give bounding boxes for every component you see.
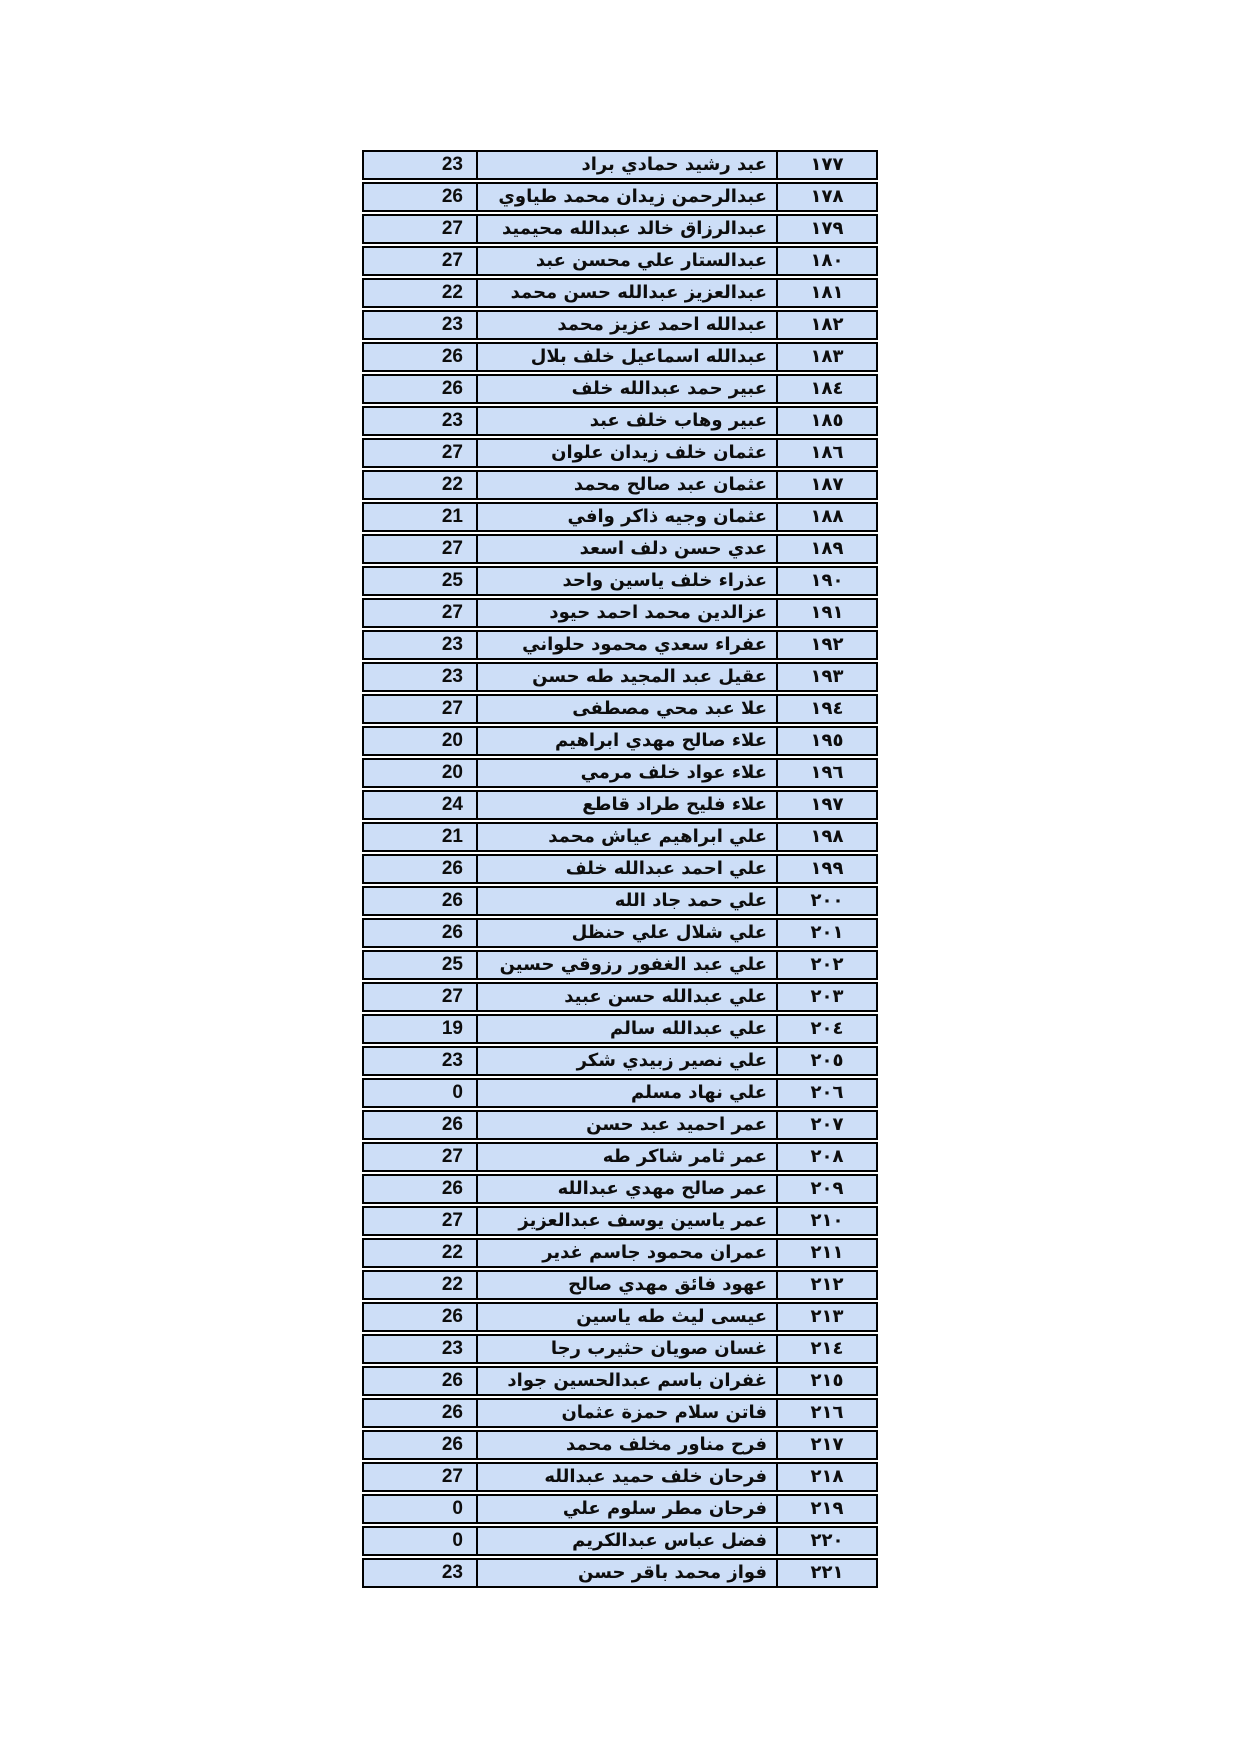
name-cell: عقيل عبد المجيد طه حسن	[476, 662, 778, 692]
table-row	[362, 1398, 878, 1428]
row-number-cell: ٢٠٥	[776, 1046, 878, 1076]
name-cell: عمران محمود جاسم غدير	[476, 1238, 778, 1268]
table-row	[362, 150, 878, 180]
table-row	[362, 1462, 878, 1492]
name-cell: علي شلال علي حنظل	[476, 918, 778, 948]
score-cell: 22	[362, 1238, 478, 1268]
row-number-cell: ٢٠٠	[776, 886, 878, 916]
score-cell: 27	[362, 1206, 478, 1236]
row-number-cell: ١٧٩	[776, 214, 878, 244]
name-cell: عبدالرحمن زيدان محمد طياوي	[476, 182, 778, 212]
name-cell: علي نصير زبيدي شكر	[476, 1046, 778, 1076]
name-cell: علا عبد محي مصطفى	[476, 694, 778, 724]
score-cell: 25	[362, 566, 478, 596]
name-cell: عثمان وجيه ذاكر وافي	[476, 502, 778, 532]
score-cell: 26	[362, 854, 478, 884]
score-cell: 22	[362, 470, 478, 500]
name-cell: عبدالعزيز عبدالله حسن محمد	[476, 278, 778, 308]
score-cell: 24	[362, 790, 478, 820]
row-number-cell: ١٨٥	[776, 406, 878, 436]
name-cell: فرحان مطر سلوم علي	[476, 1494, 778, 1524]
score-cell: 26	[362, 342, 478, 372]
row-number-cell: ٢٢١	[776, 1558, 878, 1588]
table-row	[362, 406, 878, 436]
name-cell: عفراء سعدي محمود حلواني	[476, 630, 778, 660]
score-cell: 26	[362, 1430, 478, 1460]
name-cell: فواز محمد باقر حسن	[476, 1558, 778, 1588]
score-cell: 23	[362, 1334, 478, 1364]
score-cell: 26	[362, 1110, 478, 1140]
row-number-cell: ١٨٩	[776, 534, 878, 564]
table-row	[362, 1430, 878, 1460]
scores-table	[362, 150, 878, 1590]
score-cell: 0	[362, 1078, 478, 1108]
score-cell: 22	[362, 278, 478, 308]
table-row	[362, 1334, 878, 1364]
name-cell: علي عبد الغفور رزوقي حسين	[476, 950, 778, 980]
table-row	[362, 1110, 878, 1140]
row-number-cell: ١٨٠	[776, 246, 878, 276]
row-number-cell: ٢١٥	[776, 1366, 878, 1396]
table-row	[362, 886, 878, 916]
table-row	[362, 1206, 878, 1236]
name-cell: عهود فائق مهدي صالح	[476, 1270, 778, 1300]
score-cell: 23	[362, 150, 478, 180]
score-cell: 26	[362, 182, 478, 212]
table-row	[362, 566, 878, 596]
name-cell: علي ابراهيم عياش محمد	[476, 822, 778, 852]
name-cell: عبير حمد عبدالله خلف	[476, 374, 778, 404]
row-number-cell: ٢٠٧	[776, 1110, 878, 1140]
table-row	[362, 822, 878, 852]
table-row	[362, 1558, 878, 1588]
score-cell: 26	[362, 1366, 478, 1396]
name-cell: عثمان خلف زيدان علوان	[476, 438, 778, 468]
name-cell: علي عبدالله حسن عبيد	[476, 982, 778, 1012]
name-cell: علي حمد جاد الله	[476, 886, 778, 916]
table-row	[362, 214, 878, 244]
score-cell: 0	[362, 1494, 478, 1524]
table-row	[362, 982, 878, 1012]
row-number-cell: ٢١٠	[776, 1206, 878, 1236]
table-row	[362, 438, 878, 468]
score-cell: 23	[362, 1558, 478, 1588]
table-row	[362, 1142, 878, 1172]
name-cell: فرحان خلف حميد عبدالله	[476, 1462, 778, 1492]
name-cell: عمر صالح مهدي عبدالله	[476, 1174, 778, 1204]
table-row	[362, 1366, 878, 1396]
row-number-cell: ١٧٨	[776, 182, 878, 212]
table-row	[362, 1238, 878, 1268]
row-number-cell: ٢١٣	[776, 1302, 878, 1332]
table-row	[362, 1302, 878, 1332]
row-number-cell: ١٩٦	[776, 758, 878, 788]
row-number-cell: ٢١٩	[776, 1494, 878, 1524]
table-row	[362, 1270, 878, 1300]
table-row	[362, 278, 878, 308]
row-number-cell: ١٩٩	[776, 854, 878, 884]
name-cell: علاء صالح مهدي ابراهيم	[476, 726, 778, 756]
score-cell: 20	[362, 758, 478, 788]
row-number-cell: ٢٠٨	[776, 1142, 878, 1172]
table-row	[362, 630, 878, 660]
name-cell: عبدالستار علي محسن عبد	[476, 246, 778, 276]
row-number-cell: ١٩٠	[776, 566, 878, 596]
name-cell: عثمان عبد صالح محمد	[476, 470, 778, 500]
name-cell: علي نهاد مسلم	[476, 1078, 778, 1108]
row-number-cell: ٢٠٩	[776, 1174, 878, 1204]
score-cell: 23	[362, 310, 478, 340]
score-cell: 19	[362, 1014, 478, 1044]
table-row	[362, 182, 878, 212]
name-cell: عدي حسن دلف اسعد	[476, 534, 778, 564]
name-cell: عبدالرزاق خالد عبدالله محيميد	[476, 214, 778, 244]
row-number-cell: ٢١٧	[776, 1430, 878, 1460]
name-cell: عبدالله اسماعيل خلف بلال	[476, 342, 778, 372]
name-cell: عمر ياسين يوسف عبدالعزيز	[476, 1206, 778, 1236]
score-cell: 26	[362, 918, 478, 948]
row-number-cell: ٢١٤	[776, 1334, 878, 1364]
name-cell: علي احمد عبدالله خلف	[476, 854, 778, 884]
row-number-cell: ١٧٧	[776, 150, 878, 180]
score-cell: 23	[362, 406, 478, 436]
name-cell: علي عبدالله سالم	[476, 1014, 778, 1044]
name-cell: علاء عواد خلف مرمي	[476, 758, 778, 788]
row-number-cell: ٢٠١	[776, 918, 878, 948]
score-cell: 27	[362, 1142, 478, 1172]
table-row	[362, 470, 878, 500]
score-cell: 23	[362, 630, 478, 660]
score-cell: 21	[362, 502, 478, 532]
row-number-cell: ٢٠٤	[776, 1014, 878, 1044]
row-number-cell: ١٩٢	[776, 630, 878, 660]
score-cell: 27	[362, 246, 478, 276]
score-cell: 27	[362, 694, 478, 724]
score-cell: 26	[362, 1174, 478, 1204]
row-number-cell: ١٩٨	[776, 822, 878, 852]
name-cell: عبدالله احمد عزيز محمد	[476, 310, 778, 340]
row-number-cell: ١٨٢	[776, 310, 878, 340]
score-cell: 27	[362, 1462, 478, 1492]
table-row	[362, 854, 878, 884]
score-cell: 0	[362, 1526, 478, 1556]
name-cell: علاء فليح طراد قاطع	[476, 790, 778, 820]
row-number-cell: ٢٠٦	[776, 1078, 878, 1108]
row-number-cell: ١٩٥	[776, 726, 878, 756]
table-row	[362, 310, 878, 340]
row-number-cell: ١٩٧	[776, 790, 878, 820]
score-cell: 26	[362, 1398, 478, 1428]
table-row	[362, 534, 878, 564]
score-cell: 27	[362, 438, 478, 468]
row-number-cell: ١٩١	[776, 598, 878, 628]
row-number-cell: ١٨٧	[776, 470, 878, 500]
table-row	[362, 1014, 878, 1044]
score-cell: 22	[362, 1270, 478, 1300]
row-number-cell: ٢٢٠	[776, 1526, 878, 1556]
row-number-cell: ١٨٨	[776, 502, 878, 532]
name-cell: عمر احميد عبد حسن	[476, 1110, 778, 1140]
score-cell: 20	[362, 726, 478, 756]
name-cell: غفران باسم عبدالحسين جواد	[476, 1366, 778, 1396]
name-cell: عزالدين محمد احمد حيود	[476, 598, 778, 628]
table-row	[362, 662, 878, 692]
score-cell: 26	[362, 374, 478, 404]
row-number-cell: ١٨٦	[776, 438, 878, 468]
table-row	[362, 342, 878, 372]
name-cell: عمر ثامر شاكر طه	[476, 1142, 778, 1172]
name-cell: غسان صويان حثيرب رجا	[476, 1334, 778, 1364]
name-cell: عذراء خلف ياسين واحد	[476, 566, 778, 596]
score-cell: 23	[362, 662, 478, 692]
score-cell: 27	[362, 214, 478, 244]
table-row	[362, 598, 878, 628]
table-row	[362, 694, 878, 724]
table-row	[362, 246, 878, 276]
row-number-cell: ٢١٢	[776, 1270, 878, 1300]
table-row	[362, 918, 878, 948]
score-cell: 27	[362, 534, 478, 564]
row-number-cell: ٢١٨	[776, 1462, 878, 1492]
score-cell: 26	[362, 1302, 478, 1332]
row-number-cell: ٢١١	[776, 1238, 878, 1268]
name-cell: عيسى ليث طه ياسين	[476, 1302, 778, 1332]
table-row	[362, 758, 878, 788]
table-row	[362, 790, 878, 820]
name-cell: فضل عباس عبدالكريم	[476, 1526, 778, 1556]
row-number-cell: ٢١٦	[776, 1398, 878, 1428]
table-row	[362, 502, 878, 532]
table-row	[362, 1494, 878, 1524]
score-cell: 27	[362, 598, 478, 628]
table-row	[362, 1174, 878, 1204]
name-cell: عبد رشيد حمادي براد	[476, 150, 778, 180]
name-cell: فاتن سلام حمزة عثمان	[476, 1398, 778, 1428]
score-cell: 23	[362, 1046, 478, 1076]
row-number-cell: ١٨١	[776, 278, 878, 308]
name-cell: عبير وهاب خلف عبد	[476, 406, 778, 436]
score-cell: 25	[362, 950, 478, 980]
row-number-cell: ١٨٣	[776, 342, 878, 372]
score-cell: 27	[362, 982, 478, 1012]
row-number-cell: ١٩٣	[776, 662, 878, 692]
score-cell: 26	[362, 886, 478, 916]
score-cell: 21	[362, 822, 478, 852]
table-row	[362, 726, 878, 756]
row-number-cell: ٢٠٢	[776, 950, 878, 980]
table-row	[362, 950, 878, 980]
row-number-cell: ١٩٤	[776, 694, 878, 724]
row-number-cell: ١٨٤	[776, 374, 878, 404]
table-row	[362, 1526, 878, 1556]
table-row	[362, 1046, 878, 1076]
row-number-cell: ٢٠٣	[776, 982, 878, 1012]
name-cell: فرح مناور مخلف محمد	[476, 1430, 778, 1460]
table-row	[362, 1078, 878, 1108]
table-row	[362, 374, 878, 404]
